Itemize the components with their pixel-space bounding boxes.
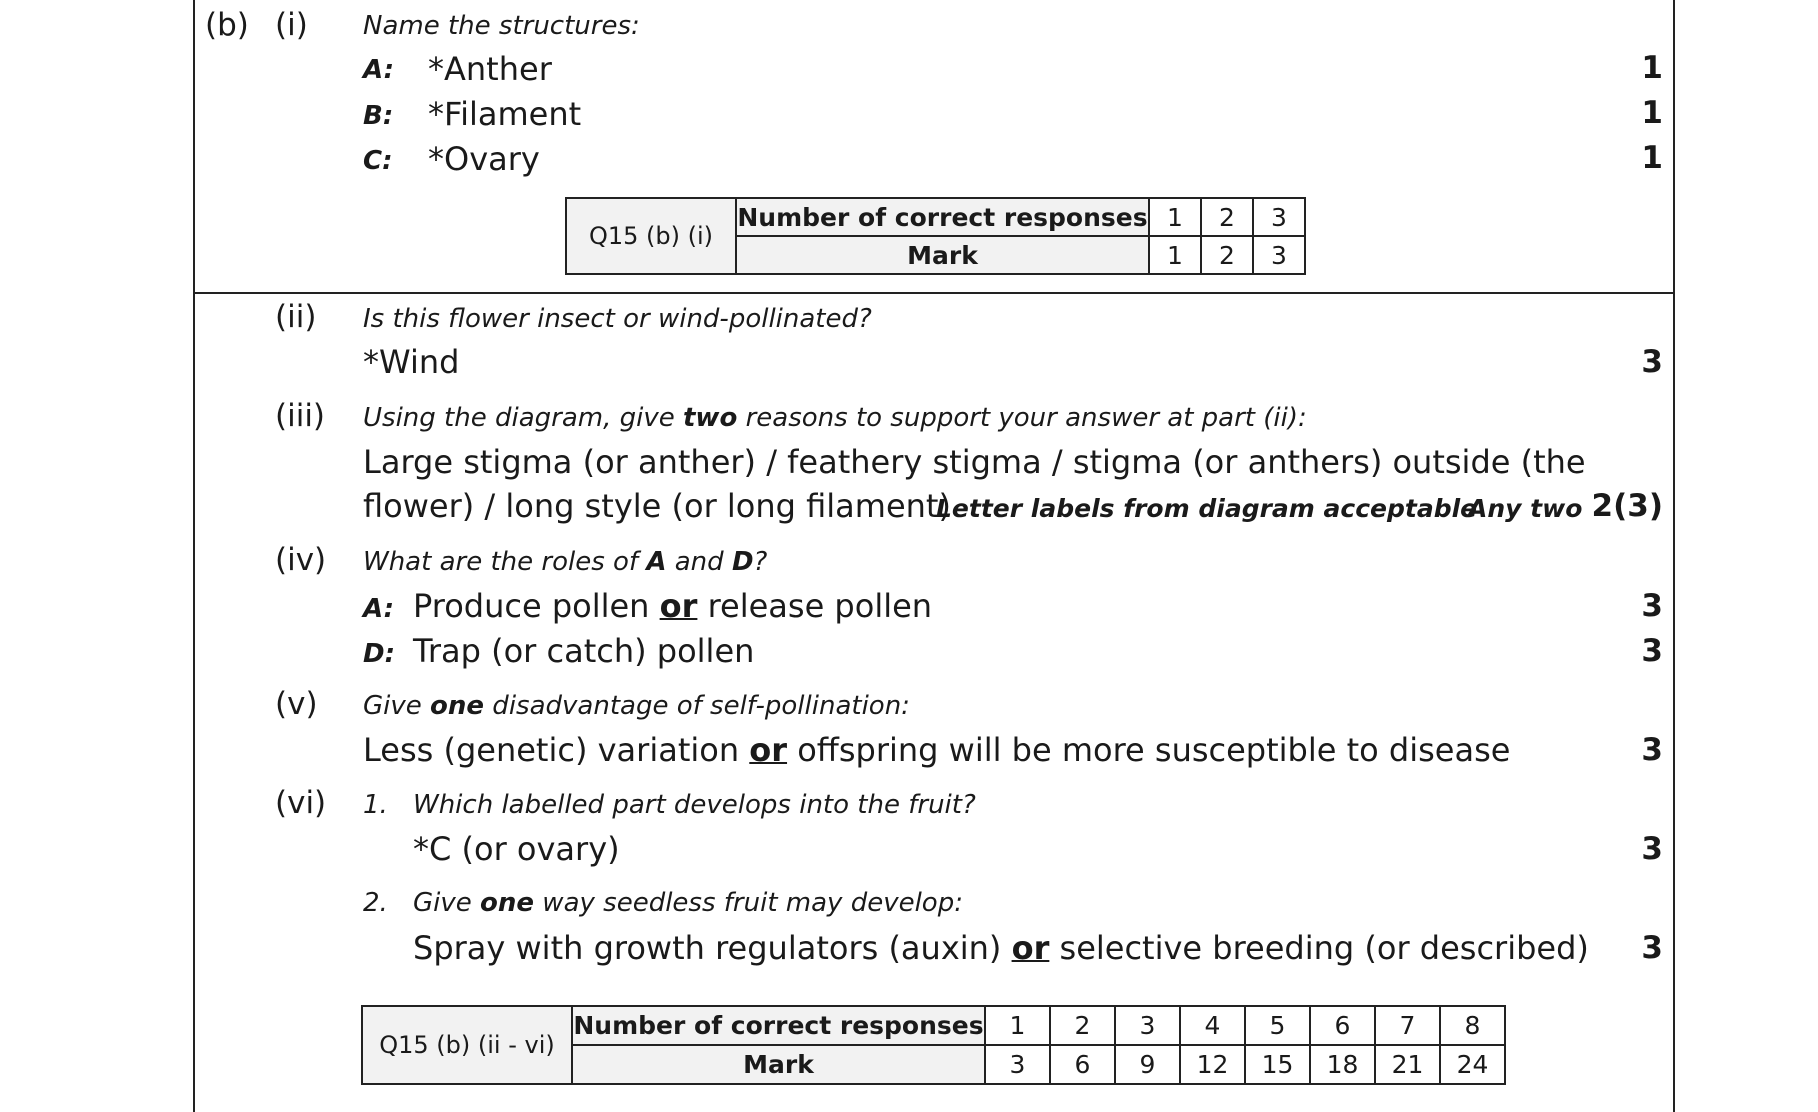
mark-cell: 2: [1201, 236, 1253, 274]
response-cell: 8: [1440, 1006, 1505, 1045]
sub-i-question: Name the structures:: [363, 11, 640, 41]
sub-v-answer: Less (genetic) variation or offspring will be more susceptible to disease: [363, 731, 1511, 769]
mark-filament: 1: [1641, 95, 1663, 131]
mark-cell: 1: [1149, 236, 1201, 274]
answer-anther: *Anther: [428, 50, 552, 88]
item-key-a: A:: [363, 55, 395, 85]
sub-vi-q2-number: 2.: [363, 888, 388, 918]
response-cell: 3: [1115, 1006, 1180, 1045]
mark-cell: 21: [1375, 1045, 1440, 1084]
response-cell: 1: [985, 1006, 1050, 1045]
table-id-cell: Q15 (b) (ii - vi): [362, 1006, 572, 1084]
sub-ii-label: (ii): [275, 299, 317, 335]
role-a-answer: Produce pollen or release pollen: [413, 587, 933, 625]
sub-iv-question: What are the roles of A and D?: [363, 547, 768, 577]
item-key-d: D:: [363, 639, 395, 669]
sub-v-mark: 3: [1641, 732, 1663, 768]
sub-vi-q2-question: Give one way seedless fruit may develop:: [413, 888, 963, 918]
mark-anther: 1: [1641, 50, 1663, 86]
answer-filament: *Filament: [428, 95, 582, 133]
mark-table-b-ii-vi: [361, 1005, 1506, 1085]
mark-cell: 18: [1310, 1045, 1375, 1084]
response-cell: 7: [1375, 1006, 1440, 1045]
table-id-cell: Q15 (b) (i): [566, 198, 736, 274]
mark-cell: 3: [1253, 236, 1305, 274]
sub-vi-q1-number: 1.: [363, 790, 388, 820]
item-key-c: C:: [363, 146, 393, 176]
item-key-b: B:: [363, 101, 394, 131]
right-border-line: [1673, 0, 1675, 1112]
section-divider-line: [193, 292, 1674, 294]
sub-vi-q1-question: Which labelled part develops into the fruit?: [413, 790, 976, 820]
response-cell: 5: [1245, 1006, 1310, 1045]
sub-ii-answer: *Wind: [363, 343, 460, 381]
mark-cell: 24: [1440, 1045, 1505, 1084]
sub-iii-any-two: Any two: [1468, 494, 1583, 523]
sub-ii-mark: 3: [1641, 344, 1663, 380]
mark-ovary: 1: [1641, 140, 1663, 176]
mark-cell: 9: [1115, 1045, 1180, 1084]
response-cell: 6: [1310, 1006, 1375, 1045]
left-border-line: [193, 0, 195, 1112]
sub-ii-question: Is this flower insect or wind-pollinated?: [363, 304, 872, 334]
sub-iii-note: Letter labels from diagram acceptable: [936, 494, 1478, 523]
sub-vi-q2-answer: Spray with growth regulators (auxin) or selective breeding (or described): [413, 929, 1589, 967]
response-cell: 3: [1253, 198, 1305, 236]
response-cell: 2: [1201, 198, 1253, 236]
response-cell: 4: [1180, 1006, 1245, 1045]
mark-header-cell: Mark: [572, 1045, 985, 1084]
sub-iv-label: (iv): [275, 542, 327, 578]
mark-cell: 3: [985, 1045, 1050, 1084]
mark-cell: 12: [1180, 1045, 1245, 1084]
sub-vi-q2-mark: 3: [1641, 930, 1663, 966]
sub-i-label: (i): [275, 7, 308, 43]
role-d-mark: 3: [1641, 633, 1663, 669]
sub-v-question: Give one disadvantage of self-pollination:: [363, 691, 910, 721]
sub-vi-q1-mark: 3: [1641, 831, 1663, 867]
response-cell: 1: [1149, 198, 1201, 236]
item-key-a: A:: [363, 594, 395, 624]
sub-iii-question: Using the diagram, give two reasons to support your answer at part (ii):: [363, 403, 1307, 433]
mark-cell: 15: [1245, 1045, 1310, 1084]
sub-iii-label: (iii): [275, 398, 326, 434]
mark-header-cell: Mark: [736, 236, 1149, 274]
responses-header-cell: Number of correct responses: [736, 198, 1149, 236]
sub-iii-answer-line1: Large stigma (or anther) / feathery stigma / stigma (or anthers) outside (the: [363, 443, 1586, 481]
sub-vi-q1-answer: *C (or ovary): [413, 830, 620, 868]
answer-ovary: *Ovary: [428, 140, 540, 178]
sub-v-label: (v): [275, 686, 318, 722]
sub-iii-mark: 2(3): [1591, 488, 1663, 524]
sub-vi-label: (vi): [275, 785, 327, 821]
role-a-mark: 3: [1641, 588, 1663, 624]
responses-header-cell: Number of correct responses: [572, 1006, 985, 1045]
mark-table-b-i: [565, 197, 1306, 275]
role-d-answer: Trap (or catch) pollen: [413, 632, 755, 670]
mark-cell: 6: [1050, 1045, 1115, 1084]
response-cell: 2: [1050, 1006, 1115, 1045]
part-b-label: (b): [205, 7, 249, 43]
sub-iii-answer-line2: flower) / long style (or long filament): [363, 487, 951, 525]
